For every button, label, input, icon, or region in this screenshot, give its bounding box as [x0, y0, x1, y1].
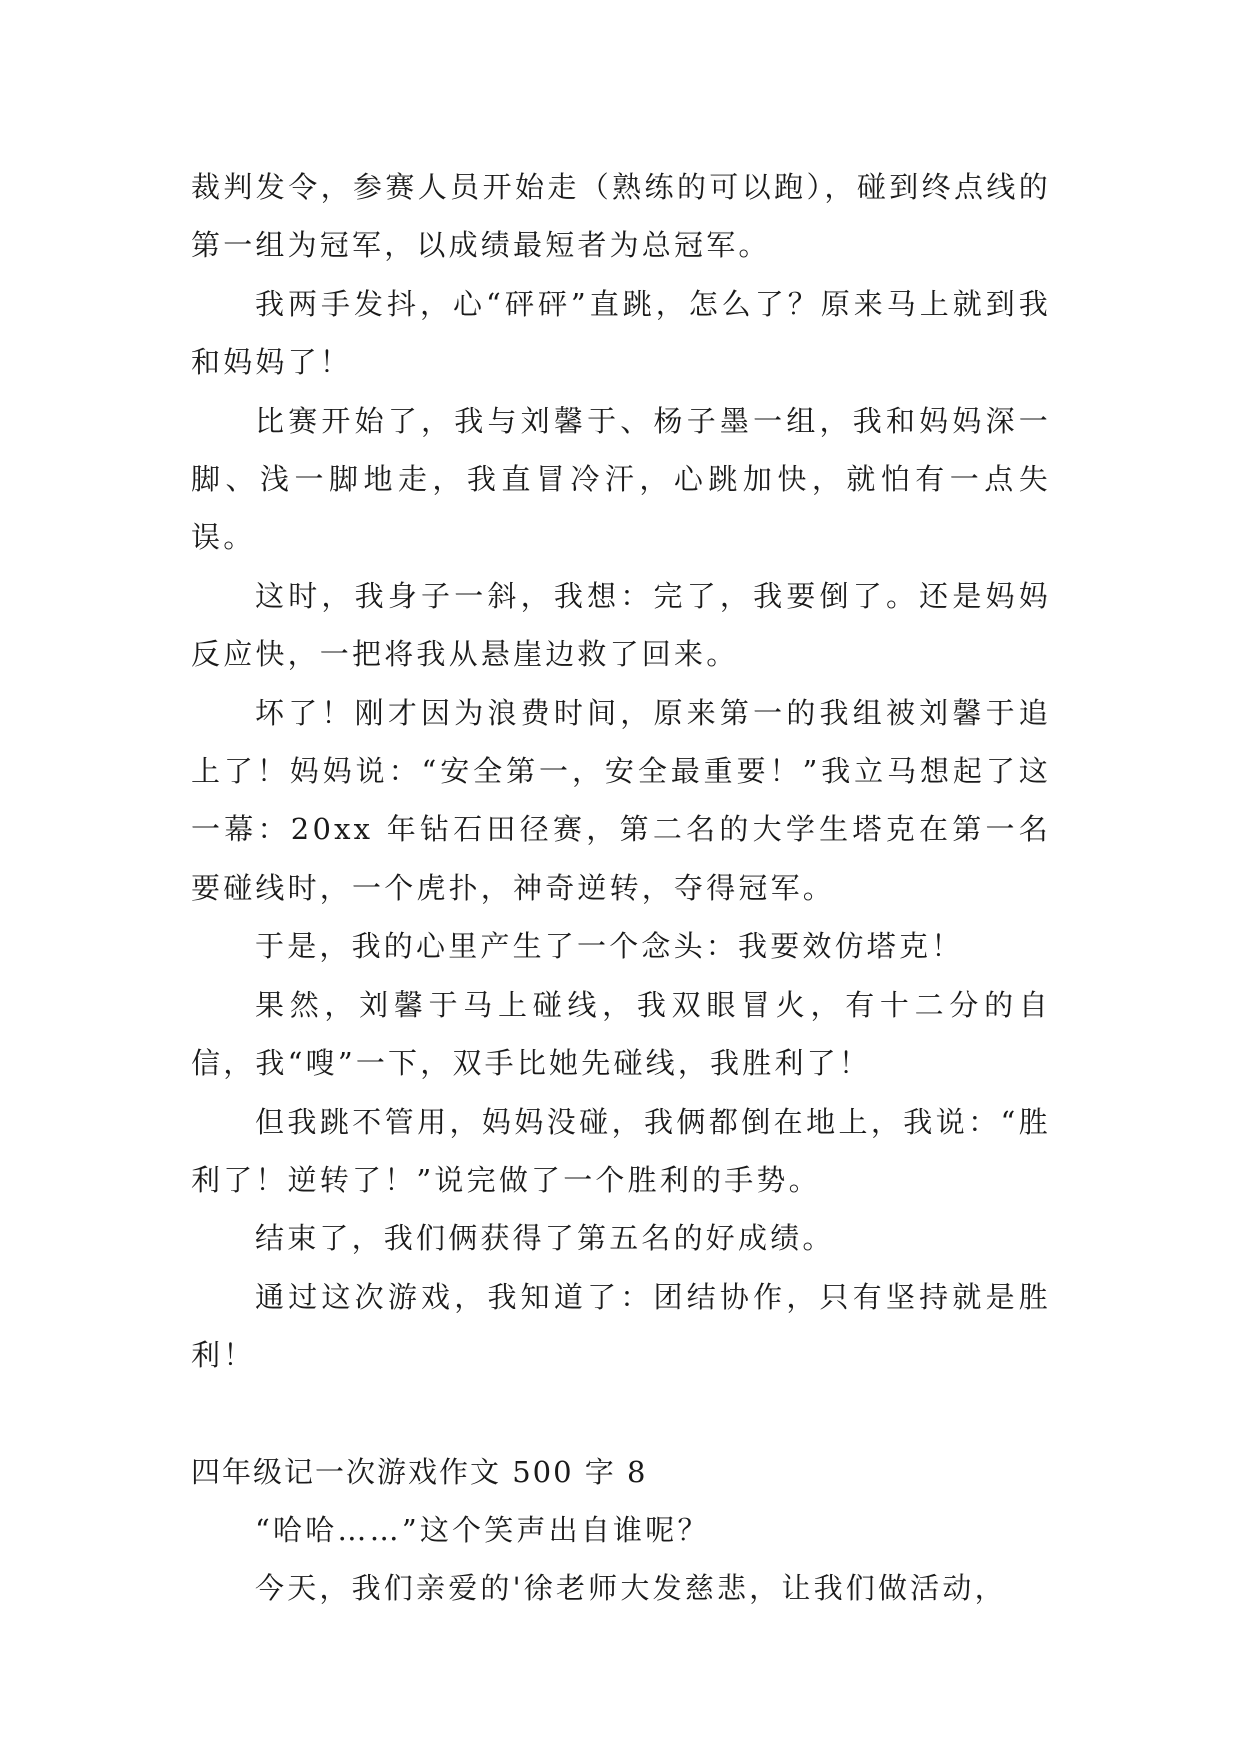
paragraph: 于是，我的心里产生了一个念头：我要效仿塔克！	[255, 929, 964, 964]
paragraph: 今天，我们亲爱的'徐老师大发慈悲，让我们做活动，	[255, 1571, 1007, 1606]
paragraph: 通过这次游戏，我知道了：团结协作，只有坚持就是胜利！	[191, 1279, 1051, 1373]
paragraph: 果然，刘馨于马上碰线，我双眼冒火，有十二分的自信，我“嗖”一下，双手比她先碰线，我胜利了！	[191, 987, 1051, 1081]
paragraph: “哈哈……”这个笑声出自谁呢？	[255, 1512, 710, 1547]
paragraph-continued: 裁判发令，参赛人员开始走（熟练的可以跑），碰到终点线的第一组为冠军，以成绩最短者为总冠军。	[191, 170, 1051, 263]
paragraph: 结束了，我们俩获得了第五名的好成绩。	[255, 1221, 835, 1256]
section-title: 四年级记一次游戏作文 500 字 8	[191, 1454, 648, 1489]
document-body	[191, 158, 1051, 1618]
paragraph: 我两手发抖，心“砰砰”直跳，怎么了？原来马上就到我和妈妈了！	[191, 286, 1051, 380]
paragraph: 这时，我身子一斜，我想：完了，我要倒了。还是妈妈反应快，一把将我从悬崖边救了回来。	[191, 578, 1051, 672]
paragraph: 比赛开始了，我与刘馨于、杨子墨一组，我和妈妈深一脚、浅一脚地走，我直冒冷汗，心跳加快，就怕有一点失误。	[191, 403, 1051, 555]
paragraph: 坏了！刚才因为浪费时间，原来第一的我组被刘馨于追上了！妈妈说：“安全第一，安全最重要！”我立马想起了这一幕：20xx 年钻石田径赛，第二名的大学生塔克在第一名要碰线时，一个虎扑，神奇逆转，夺得冠军。	[191, 695, 1051, 905]
paragraph: 但我跳不管用，妈妈没碰，我俩都倒在地上，我说：“胜利了！逆转了！”说完做了一个胜利的手势。	[191, 1104, 1051, 1197]
